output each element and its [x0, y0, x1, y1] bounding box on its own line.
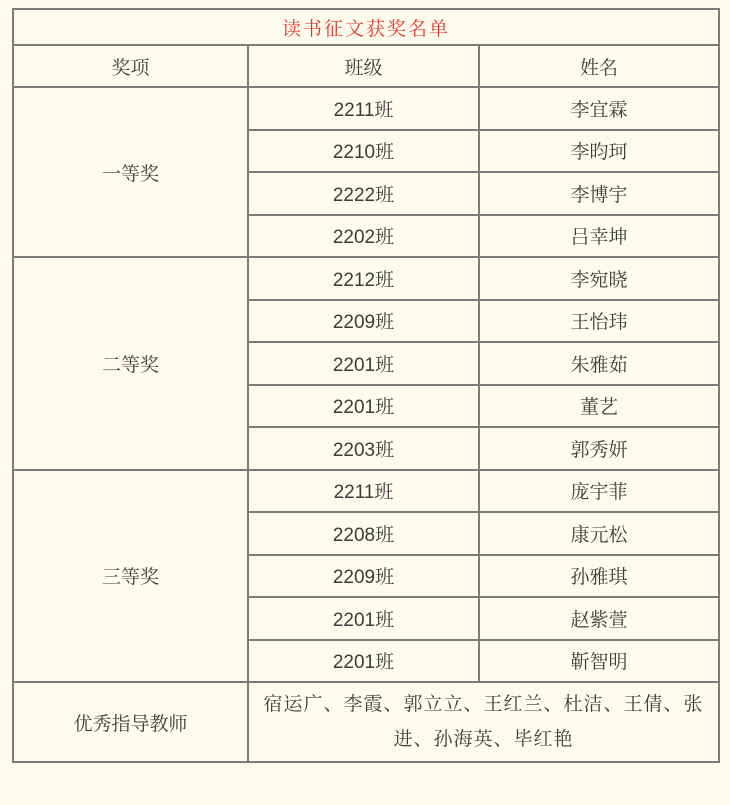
awards-table [12, 8, 720, 763]
name-cell: 郭秀妍 [479, 427, 719, 470]
class-cell: 2211班 [248, 87, 479, 130]
column-header-award: 奖项 [13, 45, 248, 87]
class-cell: 2210班 [248, 130, 479, 173]
name-cell: 孙雅琪 [479, 555, 719, 598]
name-cell: 董艺 [479, 385, 719, 428]
award-cell: 一等奖 [13, 87, 248, 257]
winner-row [13, 470, 719, 513]
class-cell: 2209班 [248, 300, 479, 343]
column-header-name: 姓名 [479, 45, 719, 87]
class-cell: 2201班 [248, 385, 479, 428]
class-cell: 2209班 [248, 555, 479, 598]
winner-row [13, 87, 719, 130]
name-cell: 康元松 [479, 512, 719, 555]
name-cell: 靳智明 [479, 640, 719, 683]
class-cell: 2201班 [248, 597, 479, 640]
award-cell: 二等奖 [13, 257, 248, 470]
award-cell: 三等奖 [13, 470, 248, 683]
winners-body [13, 87, 719, 682]
winner-row [13, 257, 719, 300]
teachers-names: 宿运广、李霞、郭立立、王红兰、杜洁、王倩、张进、孙海英、毕红艳 [248, 682, 719, 762]
footer-body [13, 682, 719, 762]
name-cell: 李昀珂 [479, 130, 719, 173]
title-row [13, 9, 719, 45]
class-cell: 2222班 [248, 172, 479, 215]
class-cell: 2201班 [248, 342, 479, 385]
class-cell: 2202班 [248, 215, 479, 258]
name-cell: 李宜霖 [479, 87, 719, 130]
name-cell: 吕幸坤 [479, 215, 719, 258]
name-cell: 庞宇菲 [479, 470, 719, 513]
name-cell: 李宛晓 [479, 257, 719, 300]
class-cell: 2211班 [248, 470, 479, 513]
teachers-label: 优秀指导教师 [13, 682, 248, 762]
table-title: 读书征文获奖名单 [13, 9, 719, 45]
name-cell: 李博宇 [479, 172, 719, 215]
class-cell: 2201班 [248, 640, 479, 683]
class-cell: 2208班 [248, 512, 479, 555]
name-cell: 赵紫萱 [479, 597, 719, 640]
class-cell: 2203班 [248, 427, 479, 470]
name-cell: 王怡玮 [479, 300, 719, 343]
header-row [13, 45, 719, 87]
teachers-row [13, 682, 719, 762]
column-header-class: 班级 [248, 45, 479, 87]
name-cell: 朱雅茹 [479, 342, 719, 385]
class-cell: 2212班 [248, 257, 479, 300]
